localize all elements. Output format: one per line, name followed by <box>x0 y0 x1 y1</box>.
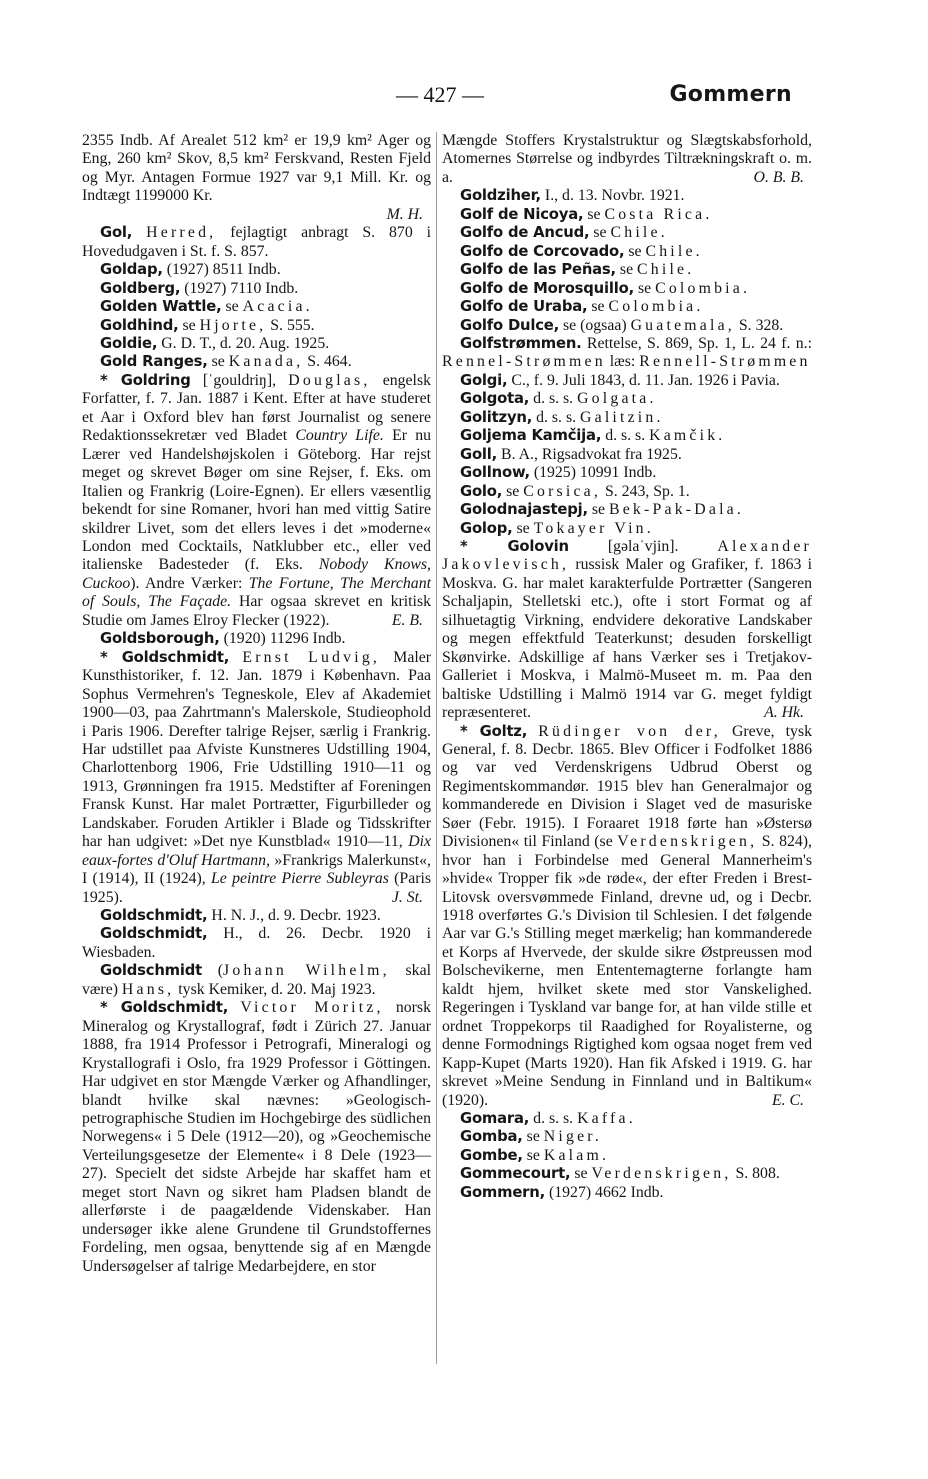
headword: Gollnow, <box>460 464 530 482</box>
entry-text: (1927) 4662 Indb. <box>545 1183 664 1201</box>
headword: Gomara, <box>460 1110 530 1128</box>
column-divider <box>436 132 437 1364</box>
spaced-text: Rüdinger von der, <box>538 722 721 740</box>
headword: Goldie, <box>100 334 158 352</box>
entry-text: norsk Mineralog og Krystallograf, født i Zürich 27. Januar 1888, fra 1914 Professor i Petrografi, Mineralogi og Krystallografi i Oslo, fra 1929 Professor i Göttingen. Har udgivet en stor Mængde Værker og Afhandlinger, blandt hvilke skal nævnes: »Geologisch-petrographische Studien im Hochgebirge des südlichen Norwegens« i 5 Dele (1912—20), og »Geochemische Verteilungsgesetze der Elemente« i 8 Dele (1923—27). Specielt det sidste Arbejde har skaffet ham et meget stort Navn og sikret ham Pladsen blandt de allerførste i de paagældende Videnskaber. Han undersøger ikke alene Grundene til Grundstoffernes Fordeling, men ogsaa, benyttende sig af en Mængde Undersøgelser af talrige Medarbejdere, en stor <box>82 999 431 1275</box>
entry-text: I., d. 13. Novbr. 1921. <box>540 187 685 205</box>
cross-reference: Galitzin. <box>580 408 664 426</box>
headword: Golgota, <box>460 390 530 408</box>
entry-goldschmidt-h <box>82 925 431 962</box>
cross-reference: Chile. <box>610 224 668 242</box>
headword: Golodnajastepj, <box>460 501 588 519</box>
italic-title: Dix eaux-fortes d'Oluf Hartmann, <box>82 833 431 869</box>
headword: Gomba, <box>460 1128 523 1146</box>
right-column <box>442 132 812 1202</box>
entry-golfo-de-ancud <box>442 224 812 242</box>
entry-text: se <box>634 279 656 297</box>
headword: Golf de Nicoya, <box>460 205 584 223</box>
headword: Goll, <box>460 445 498 463</box>
headword: Golop, <box>460 519 513 537</box>
spaced-text: Douglas, <box>288 371 371 389</box>
headword: * Goldschmidt, <box>100 999 229 1017</box>
headword: Golfo de Ancud, <box>460 224 590 242</box>
entry-golop <box>442 520 812 538</box>
pronunciation: [ˈgouldriŋ], <box>190 371 289 389</box>
entry-goldring <box>82 372 431 630</box>
entry-text: Greve, tysk General, f. 8. Decbr. 1865. Blev Officer i Fodfolket 1886 og var ved Verdenskrigens Udbrud Oberst og Regimentskommandør. 1915 blev han Generalmajor og kommanderede en Division i Slaget ved de masuriske Søer (Febr. 1915). I Foraaret 1918 førte han »Østersø Divisionen« til Finland (se <box>442 722 812 851</box>
headword: Goldberg, <box>100 279 181 297</box>
entry-text: se <box>512 519 534 537</box>
entry-text: H. N. J., d. 9. Decbr. 1923. <box>207 907 381 925</box>
headword: Golitzyn, <box>460 408 533 426</box>
spaced-text: Herred, <box>146 224 217 242</box>
entry-gomara <box>442 1110 812 1128</box>
entry-gold-ranges <box>82 353 431 371</box>
entry-text: Mængde Stoffers Krystalstruktur og Slægtskabsforhold, Atomernes Størrelse og indbyrdes Tiltrækningskraft o. m. a. <box>442 132 812 186</box>
entry-text: (1925) 10991 Indb. <box>529 464 657 482</box>
entry-text: d. s. s. <box>529 1110 578 1128</box>
entry-text: ( <box>202 962 224 980</box>
italic-title: Nobody Knows, Cuckoo <box>82 556 431 592</box>
cross-reference: Verdenskrigen, <box>591 1165 732 1183</box>
entry-text: (1927) 7110 Indb. <box>180 279 299 297</box>
headword: Golfo de Uraba, <box>460 298 588 316</box>
spaced-text: Rennell-Strømmen <box>639 353 811 371</box>
entry-goldsborough <box>82 630 431 648</box>
headword: Gombe, <box>460 1146 523 1164</box>
entry-goll <box>442 446 812 464</box>
spaced-text: Alexander Jakovlevisch, <box>442 537 812 574</box>
entry-text: skal være) <box>82 962 431 998</box>
headword: Golden Wattle, <box>100 298 222 316</box>
headword: Goljema Kamčija, <box>460 427 602 445</box>
entry-continuation <box>442 132 812 187</box>
headword: Goldap, <box>100 261 163 279</box>
entry-text: d. s. s. <box>529 390 578 408</box>
cross-reference: Chile. <box>637 261 695 279</box>
entry-golgota <box>442 390 812 408</box>
entry-text: se <box>522 1146 544 1164</box>
entry-text: se <box>587 501 609 519</box>
cross-reference: Costa Rica. <box>604 205 713 223</box>
entry-text: d. s. s. <box>532 408 580 426</box>
entry-golfo-de-morosquillo <box>442 280 812 298</box>
italic-title: The Fortune, The Merchant of Souls, The Façade. <box>82 574 431 611</box>
entry-text: d. s. s. <box>601 427 650 445</box>
headword: Goldsborough, <box>100 630 220 648</box>
entry-text: H., d. 26. Decbr. 1920 i Wiesbaden. <box>82 925 431 961</box>
entry-golgi <box>442 372 812 390</box>
italic-title: Le peintre Pierre Subleyras <box>211 870 389 888</box>
entry-text: se <box>589 224 611 242</box>
entry-text: ). Andre Værker: <box>130 574 249 592</box>
headword: Golgi, <box>460 371 508 389</box>
entry-goldhind <box>82 317 431 335</box>
cross-reference: Hjorte, <box>199 316 267 334</box>
headword: Gold Ranges, <box>100 353 208 371</box>
author-signature: A. Hk. <box>764 704 804 722</box>
entry-text: (Paris 1925). <box>82 870 432 906</box>
entry-golfstrommen <box>442 335 812 372</box>
headword: Gol, <box>100 224 133 242</box>
entry-golfo-dulce <box>442 317 812 335</box>
entry-text: se <box>583 205 605 223</box>
entry-goldschmidt-hnj <box>82 907 431 925</box>
entry-continuation <box>82 132 431 224</box>
entry-text: S. 328. <box>734 316 784 334</box>
headword: Gommern, <box>460 1183 546 1201</box>
cross-reference: Kanada, <box>228 353 304 371</box>
entry-golitzyn <box>442 409 812 427</box>
entry-text: 2355 Indb. Af Arealet 512 km² er 19,9 km² Ager og Eng, 260 km² Skov, 8,5 km² Ferskvand, Resten Fjeld og Myr. Antagen Formue 1927 var 9,1 Mill. Kr. og Indtægt 1199000 Kr. <box>82 132 431 205</box>
running-head: Gommern <box>669 82 792 107</box>
entry-text: se <box>615 261 638 279</box>
cross-reference: Verdenskrigen, <box>617 833 758 851</box>
entry-text: (1920) 11296 Indb. <box>219 630 346 648</box>
entry-text: se <box>522 1128 544 1146</box>
entry-golodnajastepj <box>442 501 812 519</box>
entry-text: C., f. 9. Juli 1843, d. 11. Jan. 1926 i Pavia. <box>507 371 780 389</box>
headword: * Golovin <box>460 537 569 555</box>
cross-reference: Bek-Pak-Dala. <box>608 501 745 519</box>
entry-goldap <box>82 261 431 279</box>
page-number: — 427 — <box>396 82 484 107</box>
headword: Golfo de Corcovado, <box>460 242 625 260</box>
entry-golo <box>442 483 812 501</box>
entry-gommern <box>442 1184 812 1202</box>
cross-reference: Chile. <box>645 242 703 260</box>
headword: Goldschmidt, <box>100 925 208 943</box>
entry-text: fejlagtigt anbragt S. 870 i Hovedudgaven i St. f. S. 857. <box>82 224 431 260</box>
spaced-text: Victor Moritz, <box>240 999 384 1017</box>
author-signature: M. H. <box>386 205 423 223</box>
entry-text: (1927) 8511 Indb. <box>162 261 281 279</box>
entry-golovin <box>442 538 812 723</box>
spaced-text: Ernst Ludvig, <box>242 648 381 666</box>
entry-text: »Frankrigs Malerkunst«, I (1914), II (1924), <box>82 851 431 888</box>
headword: Goldhind, <box>100 316 179 334</box>
entry-text: Maler Kunsthistoriker, f. 12. Jan. 1879 i København. Paa Sophus Vermehren's Tegneskole, Elev af Akademiet 1900—03, paa Zahrtmann's Malerskole, Studieophold i Paris 1906. Derefter talrige Rejser, særlig i Frankrig. Har udstillet paa Afviste Kunstneres Udstilling 1904, Charlottenborg 1906, Frie Udstilling 1910—11 og 1913, Grønningen fra 1915. Medstifter af Foreningen Fransk Kunst. Har malet Portrætter, Figurbilleder og Landskaber. Foruden Artikler i Blade og Tidsskrifter har han udgivet: »Det nye Kunstblad« 1910—11, <box>82 648 431 851</box>
entry-text: russisk Maler og Grafiker, f. 1863 i Moskva. G. har malet karakterfulde Portrætter (Sangeren Schaljapin, Stelletski etc.), ofte i stort Format og af silhuetagtig Virkning, endvidere dekorative Landskaber og megen effektfuld Teaterkunst; desuden forskelligt Skønvirke. Adskillige af hans Værker ses i Tretjakov-Galleriet i Moskva, i Malmö-Museet m. m. Paa den baltiske Udstilling i Malmö 1914 var G. meget fyldigt repræsenteret. <box>442 556 812 722</box>
author-signature: J. St. <box>391 888 423 906</box>
pronunciation: [gəlaˈvjin]. <box>568 537 718 555</box>
headword: Golfstrømmen. <box>460 334 582 352</box>
spaced-text: Rennel-Strømmen <box>442 353 606 371</box>
cross-reference: Acacia. <box>242 298 313 316</box>
headword: Gommecourt, <box>460 1165 571 1183</box>
entry-text: se <box>207 353 229 371</box>
entry-text: se <box>502 482 524 500</box>
entry-golfo-de-las-penas <box>442 261 812 279</box>
cross-reference: Niger. <box>543 1128 603 1146</box>
entry-text: se <box>221 298 243 316</box>
headword: Golfo de Morosquillo, <box>460 279 635 297</box>
entry-text: Rettelse, S. 869, Sp. 1, L. 24 f. n.: <box>581 334 812 352</box>
entry-gol <box>82 224 431 261</box>
entry-text: se <box>178 316 200 334</box>
entry-goldberg <box>82 280 431 298</box>
cross-reference: Colombia. <box>608 298 704 316</box>
headword: Golo, <box>460 482 503 500</box>
entry-gombe <box>442 1147 812 1165</box>
cross-reference: Kalam. <box>543 1146 610 1164</box>
headword: Goldschmidt <box>100 962 203 980</box>
left-column <box>82 132 431 1276</box>
entry-golfo-de-corcovado <box>442 243 812 261</box>
entry-golfo-de-uraba <box>442 298 812 316</box>
headword: Golfo de las Peñas, <box>460 261 616 279</box>
cross-reference: Golgata. <box>577 390 657 408</box>
entry-text: B. A., Rigsadvokat fra 1925. <box>497 445 682 463</box>
entry-gomba <box>442 1128 812 1146</box>
cross-reference: Colombia. <box>655 279 751 297</box>
entry-golf-de-nicoya <box>442 206 812 224</box>
entry-text: se <box>587 298 609 316</box>
entry-text: S. 555. <box>266 316 315 334</box>
entry-text: Har ogsaa skrevet en kritisk Studie om James Elroy Flecker (1922). <box>82 593 431 629</box>
author-signature: E. B. <box>391 611 423 629</box>
headword: Goldziher, <box>460 187 541 205</box>
entry-golden-wattle <box>82 298 431 316</box>
author-signature: E. C. <box>771 1091 804 1109</box>
entry-goldschmidt-ernst <box>82 649 431 907</box>
entry-gollnow <box>442 464 812 482</box>
entry-text: se <box>624 242 646 260</box>
cross-reference: Kaffa. <box>577 1110 636 1128</box>
entry-goldschmidt-hans <box>82 962 431 999</box>
headword: * Goldschmidt, <box>100 648 230 666</box>
italic-title: Country Life. <box>295 427 384 445</box>
entry-goldziher <box>442 187 812 205</box>
headword: * Goldring <box>100 371 191 389</box>
entry-text: Er nu Lærer ved Handelshøjskolen i Göteborg. Har rejst meget og skrevet Bøger om sine Rejser, f. Eks. om Italien og Frankrig (Loire-Egnen). Er ellers væsentlig bekendt for sine Romaner, hvori han med vittig Satire skildrer Livet, som det ellers leves i det »moderne« London med Cocktails, Natklubber etc., eller ved italienske Badesteder (f. Eks. <box>82 427 431 574</box>
author-signature: O. B. B. <box>753 168 804 186</box>
entry-text: S. 243, Sp. 1. <box>601 482 690 500</box>
cross-reference: Corsica, <box>523 482 602 500</box>
headword: Golfo Dulce, <box>460 316 560 334</box>
entry-goldschmidt-victor <box>82 999 431 1276</box>
entry-text: S. 824), hvor han i Forbindelse med General Mannerheim's »hvide« Tropper fik »de røde«, der efter Freden i Brest-Litovsk oversvømmede Finland, drevne ud, og i Decbr. 1918 overførtes G.'s Division til Schlesien. I det følgende Aar var G.'s Stilling meget mærkelig; han kommanderede et Korps af Hvervede, der skulde sikre Østpreussen mod Bolschevikerne, men Ententemagterne forlangte ham kaldt hjem, hvilket skete med stor Vanskelighed. Regeringen i Tyskland var bange for, at han vilde stille et ordnet Troppekorps til Raadighed for Royalisterne, og denne Formodnings Rigtighed kom ogsaa noget frem ved Kapp-Kupet (Marts 1920). Han fik Afsked i 1919. G. har skrevet »Meine Sendung in Finnland und in Baltikum« (1920). <box>442 833 812 1109</box>
entry-text: engelsk Forfatter, f. 7. Jan. 1887 i Kent. Efter at have studeret et Aar i Oxford blev han først Journalist og senere Redaktionssekretær ved Bladet <box>82 371 431 445</box>
cross-reference: Kamčik. <box>649 427 726 445</box>
entry-text: S. 808. <box>731 1165 780 1183</box>
cross-reference: Tokayer Vin. <box>533 519 654 537</box>
spaced-text: Hans, <box>121 980 175 998</box>
entry-goldie <box>82 335 431 353</box>
entry-text: se (ogsaa) <box>559 316 631 334</box>
entry-goltz <box>442 723 812 1111</box>
entry-text: læs: <box>605 353 640 371</box>
entry-text: S. 464. <box>303 353 352 371</box>
entry-goljema-kamcija <box>442 427 812 445</box>
entry-text: tysk Kemiker, d. 20. Maj 1923. <box>174 980 376 998</box>
cross-reference: Guatemala, <box>630 316 735 334</box>
spaced-text: Johann Wilhelm, <box>223 962 390 980</box>
headword: Goldschmidt, <box>100 907 208 925</box>
page-header <box>0 82 928 116</box>
headword: * Goltz, <box>460 722 528 740</box>
entry-text: se <box>570 1165 592 1183</box>
entry-gommecourt <box>442 1165 812 1183</box>
entry-text: G. D. T., d. 20. Aug. 1925. <box>157 334 330 352</box>
